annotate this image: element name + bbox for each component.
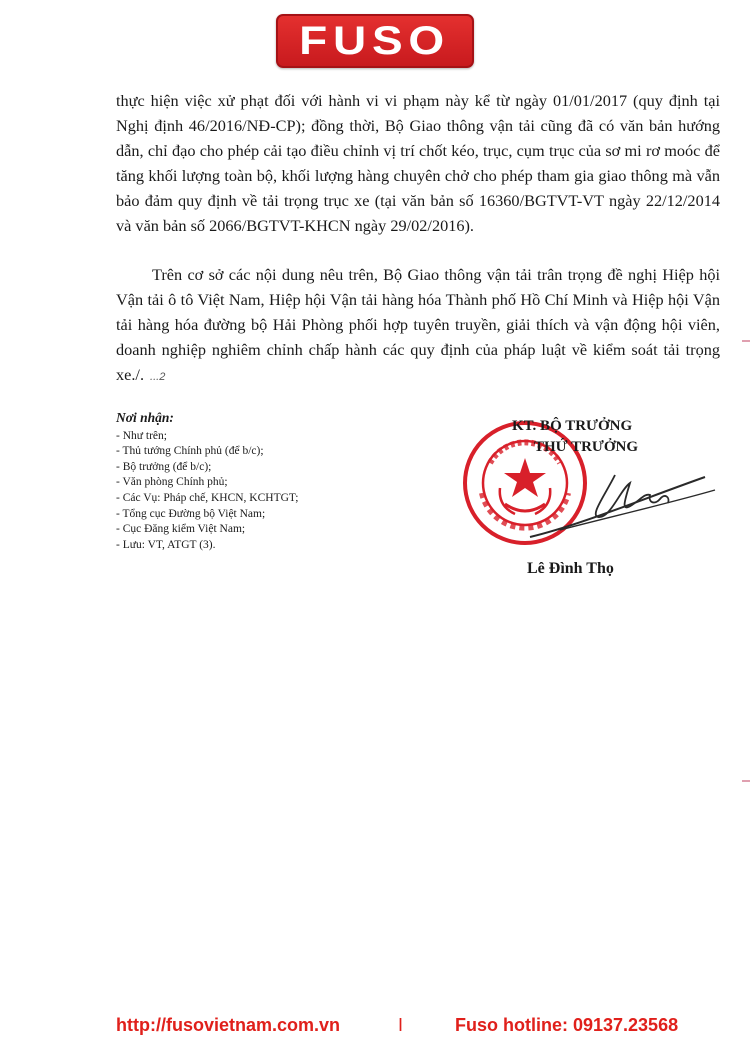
footer-separator: I [398,1015,404,1035]
recipient-item: - Bộ trưởng (để b/c); [116,460,212,473]
body-paragraph-2-text: Trên cơ sở các nội dung nêu trên, Bộ Giao thông vận tải trân trọng đề nghị Hiệp hội Vận tải ô tô Việt Nam, Hiệp hội Vận tải hàng hóa Thành phố Hồ Chí Minh và Hiệp hội Vận tải hàng hóa đường bộ Hải Phòng phối hợp tuyên truyền, giải thích và vận động hội viên, doanh nghiệp nghiêm chỉnh chấp hành các quy định của pháp luật về kiểm soát tải trọng xe./. [116,265,720,384]
signer-name: Lê Đình Thọ [527,560,614,577]
edge-mark [742,340,750,342]
handwritten-signature-icon [520,455,720,545]
recipients-list [116,410,416,553]
edge-mark [742,780,750,782]
signature-title-line2: THỨ TRƯỞNG [534,439,639,455]
recipient-item: - Các Vụ: Pháp chế, KHCN, KCHTGT; [116,491,299,504]
website-link[interactable]: http://fusovietnam.com.vn [116,1015,341,1035]
recipient-item: - Văn phòng Chính phủ; [116,476,228,489]
recipient-item: - Như trên; [116,429,167,442]
recipients-heading: Nơi nhận: [116,410,174,425]
body-paragraph-2 [116,262,720,390]
recipient-item: - Tổng cục Đường bộ Việt Nam; [116,507,266,520]
body-paragraph-1: thực hiện việc xử phạt đối với hành vi vi phạm này kể từ ngày 01/01/2017 (quy định tại Nghị định 46/2016/NĐ-CP); đồng thời, Bộ Giao thông vận tải cũng đã có văn bản hướng dẫn, chỉ đạo cho phép cải tạo điều chỉnh vị trí chốt kéo, trục, cụm trục của sơ mi rơ moóc để tăng khối lượng toàn bộ, khối lượng hàng chuyên chở cho phép tham gia giao thông mà vẫn bảo đảm quy định về tải trọng trục xe (tại văn bản số 16360/BGTVT-VT ngày 22/12/2014 và văn bản số 2066/BGTVT-KHCN ngày 29/02/2016). [116,91,720,235]
recipient-item: - Cục Đăng kiểm Việt Nam; [116,523,246,536]
hotline-text: Fuso hotline: 09137.23568 [455,1015,679,1035]
fuso-logo [276,14,474,68]
recipient-item: - Lưu: VT, ATGT (3). [116,538,216,551]
recipient-item: - Thủ tướng Chính phủ (để b/c); [116,445,264,458]
logo-text: FUSO [299,19,451,63]
footer [0,1012,750,1042]
signature-title-block [512,416,712,458]
handwritten-mark: ...2 [150,371,166,383]
signature-title-line1: KT. BỘ TRƯỞNG [512,418,633,434]
